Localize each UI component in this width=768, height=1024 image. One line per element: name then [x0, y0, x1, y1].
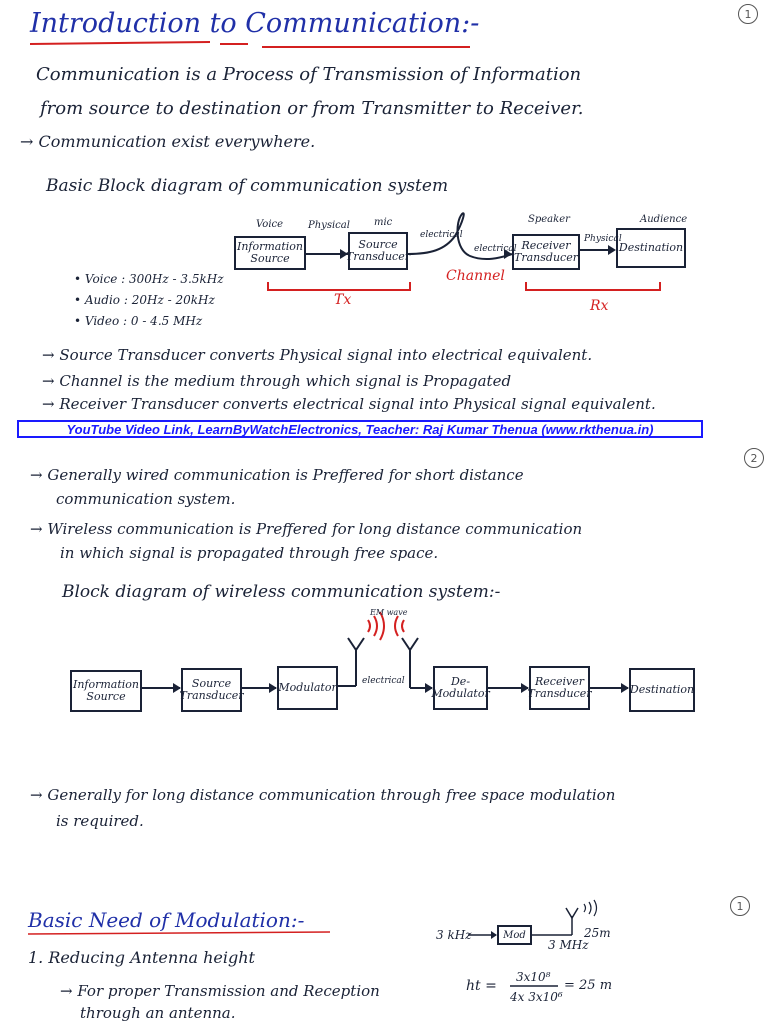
block1-heading: Basic Block diagram of communication system — [46, 176, 449, 196]
youtube-banner: YouTube Video Link, LearnByWatchElectronics, Teacher: Raj Kumar Thenua (www.rkthenua.in) — [17, 420, 703, 438]
label-speaker: Speaker — [528, 214, 570, 225]
page-number-2: 2 — [744, 448, 764, 468]
label-tx: Tx — [334, 292, 352, 308]
block1-destination-box: Destination — [616, 228, 686, 268]
note-wired-2: communication system. — [56, 490, 236, 508]
block2-source-transducer-box: Source Transducer — [181, 668, 242, 712]
need-heading: Basic Need of Modulation:- — [28, 908, 305, 932]
mod-input-freq: 3 kHz — [436, 928, 472, 942]
range-video: • Video : 0 - 4.5 MHz — [74, 314, 203, 328]
note-receiver-transducer: → Receiver Transducer converts electrical signal into Physical signal equivalent. — [42, 395, 656, 413]
block1-receiver-transducer-box: Receiver Transducer — [512, 234, 580, 270]
note-wireless-1: → Wireless communication is Preffered for long distance communication — [30, 520, 583, 538]
need-item-1b: through an antenna. — [80, 1004, 236, 1022]
label-physical: Physical — [308, 220, 350, 231]
range-audio: • Audio : 20Hz - 20kHz — [74, 293, 215, 307]
formula-denominator: 4x 3x10⁶ — [510, 990, 563, 1004]
page-number-3: 1 — [730, 896, 750, 916]
label-channel: Channel — [446, 268, 505, 284]
note-modulation-2: is required. — [56, 812, 144, 830]
block1-source-transducer-box: Source Transducer — [348, 232, 408, 270]
page-number-1: 1 — [738, 4, 758, 24]
block2-receiver-transducer-box: Receiver Transducer — [529, 666, 590, 710]
intro-line-1: Communication is a Process of Transmission of Information — [36, 64, 582, 85]
intro-line-3: → Communication exist everywhere. — [20, 132, 316, 151]
need-item-1a: → For proper Transmission and Reception — [60, 982, 380, 1000]
label-em-wave: EM wave — [370, 608, 408, 617]
formula-rhs: = 25 m — [564, 978, 613, 993]
label-electrical-block2: electrical — [362, 676, 405, 686]
block2-demodulator-box: De-Modulator — [433, 666, 488, 710]
label-physical-2: Physical — [584, 234, 622, 244]
label-rx: Rx — [590, 298, 609, 314]
block2-modulator-box: Modulator — [277, 666, 338, 710]
range-voice: • Voice : 300Hz - 3.5kHz — [74, 272, 224, 286]
need-item-1: 1. Reducing Antenna height — [28, 948, 255, 967]
label-electrical: electrical — [420, 230, 463, 240]
label-audience: Audience — [640, 214, 688, 225]
block2-information-source-box: Information Source — [70, 670, 142, 712]
page-title: Introduction to Communication:- — [30, 8, 480, 39]
formula-numerator: 3x10⁸ — [516, 970, 551, 984]
mod-antenna-height: 25m — [584, 926, 611, 940]
block2-heading: Block diagram of wireless communication system:- — [62, 582, 501, 602]
block2-destination-box: Destination — [629, 668, 695, 712]
mod-output-freq: 3 MHz — [548, 938, 589, 952]
formula-lhs: ht = — [466, 978, 497, 994]
note-wired-1: → Generally wired communication is Preffered for short distance — [30, 466, 524, 484]
note-wireless-2: in which signal is propagated through free space. — [60, 544, 439, 562]
block1-information-source-box: Information Source — [234, 236, 306, 270]
mod-box: Mod — [497, 925, 532, 945]
intro-line-2: from source to destination or from Transmitter to Receiver. — [40, 98, 584, 119]
note-modulation-1: → Generally for long distance communication through free space modulation — [30, 786, 616, 804]
note-source-transducer: → Source Transducer converts Physical signal into electrical equivalent. — [42, 346, 593, 364]
label-voice: Voice — [256, 219, 284, 230]
label-electrical-2: electrical — [474, 244, 517, 254]
label-mic: mic — [374, 217, 393, 228]
note-channel: → Channel is the medium through which signal is Propagated — [42, 372, 512, 390]
